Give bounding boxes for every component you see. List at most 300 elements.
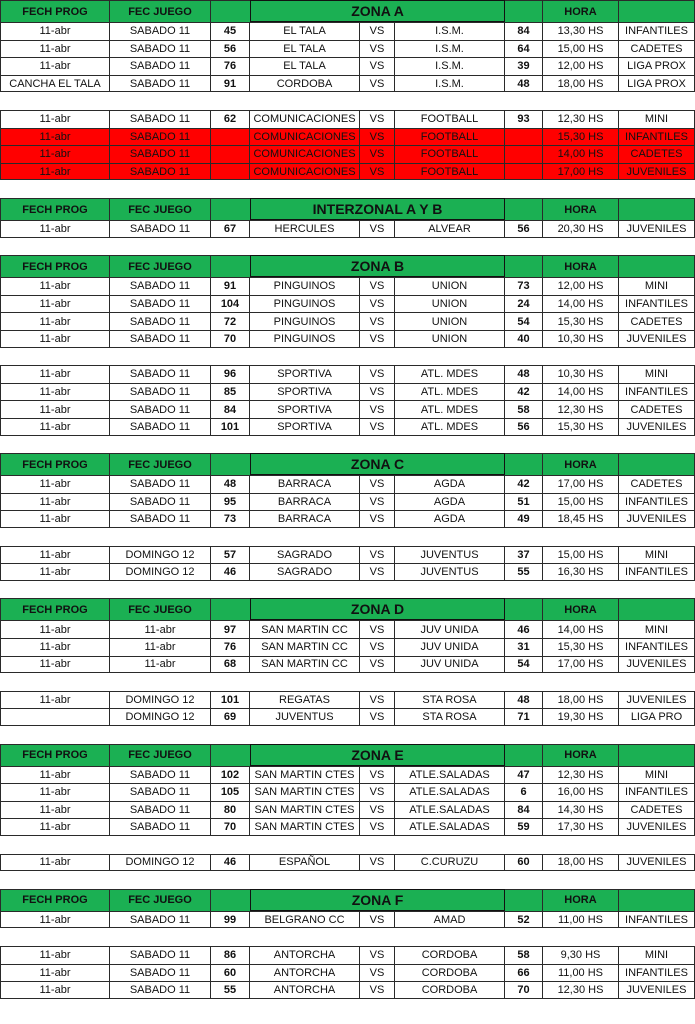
time-cell: 13,30 HS [543, 22, 619, 40]
vs-cell: VS [360, 163, 395, 181]
score-cell: 48 [505, 75, 543, 93]
time-cell: 16,30 HS [543, 563, 619, 581]
match-row [0, 128, 695, 146]
away-team-cell: ATL. MDES [395, 383, 505, 401]
category-cell: INFANTILES [619, 638, 695, 656]
category-cell: CADETES [619, 40, 695, 58]
match-number-cell: 62 [211, 110, 250, 128]
header-fec-juego: FEC JUEGO [110, 255, 211, 277]
away-team-cell: STA ROSA [395, 691, 505, 709]
score-cell: 56 [505, 418, 543, 436]
category-cell: JUVENILES [619, 981, 695, 999]
time-cell: 10,30 HS [543, 330, 619, 348]
day-cell: SABADO 11 [110, 163, 211, 181]
category-cell: MINI [619, 620, 695, 638]
score-cell: 51 [505, 493, 543, 511]
category-cell: INFANTILES [619, 964, 695, 982]
score-cell [505, 128, 543, 146]
match-row [0, 40, 695, 58]
day-cell: SABADO 11 [110, 783, 211, 801]
away-team-cell: CORDOBA [395, 946, 505, 964]
home-team-cell: JUVENTUS [250, 708, 360, 726]
day-cell: SABADO 11 [110, 57, 211, 75]
header-fech-prog: FECH PROG [0, 453, 110, 475]
time-cell: 12,00 HS [543, 57, 619, 75]
category-cell: INFANTILES [619, 383, 695, 401]
vs-cell: VS [360, 656, 395, 674]
match-number-cell: 48 [211, 475, 250, 493]
time-cell: 11,00 HS [543, 964, 619, 982]
home-team-cell: BELGRANO CC [250, 911, 360, 929]
day-cell: 11-abr [110, 638, 211, 656]
home-team-cell: COMUNICACIONES [250, 128, 360, 146]
home-team-cell: COMUNICACIONES [250, 110, 360, 128]
vs-cell: VS [360, 766, 395, 784]
vs-cell: VS [360, 510, 395, 528]
away-team-cell: AGDA [395, 493, 505, 511]
match-row [0, 981, 695, 999]
time-cell: 14,00 HS [543, 620, 619, 638]
score-cell: 52 [505, 911, 543, 929]
category-cell: JUVENILES [619, 330, 695, 348]
header-fech-prog: FECH PROG [0, 198, 110, 220]
header-hora: HORA [543, 0, 619, 22]
header-fech-prog: FECH PROG [0, 889, 110, 911]
score-cell: 42 [505, 383, 543, 401]
date-cell: 11-abr [0, 22, 110, 40]
time-cell: 17,00 HS [543, 163, 619, 181]
header-blank [211, 889, 250, 911]
score-cell: 66 [505, 964, 543, 982]
day-cell: DOMINGO 12 [110, 563, 211, 581]
away-team-cell: FOOTBALL [395, 110, 505, 128]
match-number-cell: 73 [211, 510, 250, 528]
header-fech-prog: FECH PROG [0, 255, 110, 277]
away-team-cell: JUV UNIDA [395, 638, 505, 656]
score-cell: 58 [505, 400, 543, 418]
date-cell: 11-abr [0, 312, 110, 330]
date-cell: 11-abr [0, 145, 110, 163]
date-cell: 11-abr [0, 383, 110, 401]
day-cell: DOMINGO 12 [110, 708, 211, 726]
match-number-cell: 60 [211, 964, 250, 982]
home-team-cell: EL TALA [250, 40, 360, 58]
category-cell: CADETES [619, 801, 695, 819]
home-team-cell: PINGUINOS [250, 312, 360, 330]
time-cell: 14,30 HS [543, 801, 619, 819]
match-number-cell [211, 128, 250, 146]
match-row [0, 220, 695, 238]
match-number-cell: 76 [211, 638, 250, 656]
match-row [0, 330, 695, 348]
match-number-cell: 72 [211, 312, 250, 330]
away-team-cell: AGDA [395, 510, 505, 528]
section-header-row [0, 255, 695, 277]
category-cell: JUVENILES [619, 656, 695, 674]
home-team-cell: SAGRADO [250, 563, 360, 581]
category-cell: LIGA PRO [619, 708, 695, 726]
home-team-cell: SPORTIVA [250, 418, 360, 436]
vs-cell: VS [360, 620, 395, 638]
vs-cell: VS [360, 911, 395, 929]
header-blank [211, 744, 250, 766]
date-cell: 11-abr [0, 964, 110, 982]
match-number-cell: 46 [211, 563, 250, 581]
score-cell: 84 [505, 801, 543, 819]
time-cell: 17,00 HS [543, 475, 619, 493]
category-cell: JUVENILES [619, 418, 695, 436]
time-cell: 12,30 HS [543, 400, 619, 418]
time-cell: 18,00 HS [543, 854, 619, 872]
vs-cell: VS [360, 400, 395, 418]
header-blank [619, 889, 695, 911]
score-cell: 37 [505, 546, 543, 564]
header-fec-juego: FEC JUEGO [110, 744, 211, 766]
match-row [0, 312, 695, 330]
day-cell: SABADO 11 [110, 145, 211, 163]
match-number-cell: 67 [211, 220, 250, 238]
date-cell: CANCHA EL TALA [0, 75, 110, 93]
date-cell: 11-abr [0, 57, 110, 75]
header-blank [211, 0, 250, 22]
category-cell: MINI [619, 766, 695, 784]
score-cell: 42 [505, 475, 543, 493]
date-cell: 11-abr [0, 277, 110, 295]
date-cell: 11-abr [0, 766, 110, 784]
header-blank [619, 744, 695, 766]
day-cell: SABADO 11 [110, 475, 211, 493]
match-number-cell: 99 [211, 911, 250, 929]
header-blank [505, 744, 543, 766]
home-team-cell: PINGUINOS [250, 330, 360, 348]
date-cell: 11-abr [0, 475, 110, 493]
match-row [0, 638, 695, 656]
vs-cell: VS [360, 783, 395, 801]
vs-cell: VS [360, 22, 395, 40]
home-team-cell: SAN MARTIN CTES [250, 801, 360, 819]
away-team-cell: FOOTBALL [395, 163, 505, 181]
match-row [0, 563, 695, 581]
match-number-cell: 95 [211, 493, 250, 511]
match-number-cell: 104 [211, 295, 250, 313]
day-cell: DOMINGO 12 [110, 854, 211, 872]
vs-cell: VS [360, 312, 395, 330]
match-number-cell: 69 [211, 708, 250, 726]
home-team-cell: ANTORCHA [250, 981, 360, 999]
home-team-cell: EL TALA [250, 22, 360, 40]
away-team-cell: I.S.M. [395, 22, 505, 40]
header-blank [505, 198, 543, 220]
day-cell: SABADO 11 [110, 418, 211, 436]
time-cell: 17,30 HS [543, 818, 619, 836]
home-team-cell: BARRACA [250, 510, 360, 528]
score-cell: 39 [505, 57, 543, 75]
header-fec-juego: FEC JUEGO [110, 453, 211, 475]
vs-cell: VS [360, 691, 395, 709]
match-row [0, 620, 695, 638]
header-hora: HORA [543, 198, 619, 220]
home-team-cell: SAN MARTIN CTES [250, 766, 360, 784]
header-hora: HORA [543, 744, 619, 766]
section-header-row [0, 889, 695, 911]
home-team-cell: EL TALA [250, 57, 360, 75]
time-cell: 18,00 HS [543, 75, 619, 93]
away-team-cell: STA ROSA [395, 708, 505, 726]
date-cell: 11-abr [0, 295, 110, 313]
vs-cell: VS [360, 57, 395, 75]
score-cell: 59 [505, 818, 543, 836]
vs-cell: VS [360, 40, 395, 58]
day-cell: 11-abr [110, 656, 211, 674]
header-fec-juego: FEC JUEGO [110, 889, 211, 911]
home-team-cell: COMUNICACIONES [250, 163, 360, 181]
category-cell: JUVENILES [619, 220, 695, 238]
day-cell: SABADO 11 [110, 110, 211, 128]
match-row [0, 418, 695, 436]
date-cell: 11-abr [0, 656, 110, 674]
date-cell: 11-abr [0, 854, 110, 872]
away-team-cell: JUV UNIDA [395, 620, 505, 638]
match-row [0, 854, 695, 872]
match-number-cell: 91 [211, 75, 250, 93]
match-number-cell: 68 [211, 656, 250, 674]
score-cell: 47 [505, 766, 543, 784]
match-number-cell: 55 [211, 981, 250, 999]
score-cell [505, 145, 543, 163]
time-cell: 14,00 HS [543, 295, 619, 313]
section-header-row [0, 0, 695, 22]
match-number-cell [211, 163, 250, 181]
category-cell: CADETES [619, 145, 695, 163]
header-blank [619, 453, 695, 475]
home-team-cell: PINGUINOS [250, 295, 360, 313]
date-cell: 11-abr [0, 493, 110, 511]
date-cell [0, 708, 110, 726]
match-row [0, 946, 695, 964]
day-cell: SABADO 11 [110, 220, 211, 238]
header-blank [211, 198, 250, 220]
category-cell: MINI [619, 110, 695, 128]
match-row [0, 475, 695, 493]
header-blank [505, 255, 543, 277]
time-cell: 12,30 HS [543, 981, 619, 999]
home-team-cell: BARRACA [250, 475, 360, 493]
category-cell: JUVENILES [619, 854, 695, 872]
home-team-cell: ESPAÑOL [250, 854, 360, 872]
match-number-cell: 57 [211, 546, 250, 564]
day-cell: SABADO 11 [110, 766, 211, 784]
header-blank [211, 453, 250, 475]
vs-cell: VS [360, 818, 395, 836]
score-cell: 84 [505, 22, 543, 40]
match-number-cell: 45 [211, 22, 250, 40]
category-cell: INFANTILES [619, 783, 695, 801]
home-team-cell: ANTORCHA [250, 946, 360, 964]
match-row [0, 510, 695, 528]
home-team-cell: CORDOBA [250, 75, 360, 93]
day-cell: SABADO 11 [110, 277, 211, 295]
match-row [0, 493, 695, 511]
away-team-cell: ATL. MDES [395, 365, 505, 383]
zone-title: ZONA B [250, 255, 505, 277]
category-cell: MINI [619, 277, 695, 295]
header-blank [211, 598, 250, 620]
away-team-cell: C.CURUZU [395, 854, 505, 872]
home-team-cell: PINGUINOS [250, 277, 360, 295]
home-team-cell: SAGRADO [250, 546, 360, 564]
date-cell: 11-abr [0, 163, 110, 181]
category-cell: INFANTILES [619, 911, 695, 929]
day-cell: SABADO 11 [110, 946, 211, 964]
section-header-row [0, 744, 695, 766]
time-cell: 11,00 HS [543, 911, 619, 929]
category-cell: JUVENILES [619, 818, 695, 836]
vs-cell: VS [360, 964, 395, 982]
zone-title: ZONA F [250, 889, 505, 911]
time-cell: 18,45 HS [543, 510, 619, 528]
match-row [0, 400, 695, 418]
away-team-cell: ATLE.SALADAS [395, 766, 505, 784]
date-cell: 11-abr [0, 801, 110, 819]
match-number-cell: 101 [211, 418, 250, 436]
header-blank [211, 255, 250, 277]
away-team-cell: ATLE.SALADAS [395, 783, 505, 801]
day-cell: 11-abr [110, 620, 211, 638]
away-team-cell: UNION [395, 312, 505, 330]
match-row [0, 818, 695, 836]
match-row [0, 911, 695, 929]
header-blank [505, 453, 543, 475]
match-row [0, 656, 695, 674]
section-header-row [0, 453, 695, 475]
vs-cell: VS [360, 330, 395, 348]
day-cell: SABADO 11 [110, 295, 211, 313]
match-row [0, 163, 695, 181]
vs-cell: VS [360, 493, 395, 511]
time-cell: 16,00 HS [543, 783, 619, 801]
home-team-cell: HERCULES [250, 220, 360, 238]
score-cell: 40 [505, 330, 543, 348]
match-row [0, 546, 695, 564]
category-cell: CADETES [619, 400, 695, 418]
day-cell: SABADO 11 [110, 964, 211, 982]
match-number-cell [211, 145, 250, 163]
away-team-cell: UNION [395, 330, 505, 348]
away-team-cell: I.S.M. [395, 57, 505, 75]
day-cell: SABADO 11 [110, 383, 211, 401]
match-number-cell: 70 [211, 818, 250, 836]
home-team-cell: SPORTIVA [250, 365, 360, 383]
home-team-cell: REGATAS [250, 691, 360, 709]
vs-cell: VS [360, 546, 395, 564]
match-row [0, 783, 695, 801]
header-hora: HORA [543, 598, 619, 620]
header-fech-prog: FECH PROG [0, 0, 110, 22]
category-cell: MINI [619, 365, 695, 383]
time-cell: 15,30 HS [543, 418, 619, 436]
day-cell: SABADO 11 [110, 312, 211, 330]
time-cell: 12,00 HS [543, 277, 619, 295]
time-cell: 15,30 HS [543, 638, 619, 656]
header-hora: HORA [543, 255, 619, 277]
date-cell: 11-abr [0, 330, 110, 348]
match-row [0, 277, 695, 295]
category-cell: JUVENILES [619, 691, 695, 709]
score-cell: 64 [505, 40, 543, 58]
header-hora: HORA [543, 889, 619, 911]
home-team-cell: SAN MARTIN CTES [250, 783, 360, 801]
category-cell: MINI [619, 546, 695, 564]
match-row [0, 801, 695, 819]
vs-cell: VS [360, 854, 395, 872]
header-fech-prog: FECH PROG [0, 598, 110, 620]
match-number-cell: 101 [211, 691, 250, 709]
time-cell: 15,30 HS [543, 312, 619, 330]
score-cell: 71 [505, 708, 543, 726]
match-number-cell: 105 [211, 783, 250, 801]
vs-cell: VS [360, 981, 395, 999]
score-cell: 6 [505, 783, 543, 801]
header-blank [619, 598, 695, 620]
category-cell: JUVENILES [619, 163, 695, 181]
zone-title: ZONA A [250, 0, 505, 22]
day-cell: DOMINGO 12 [110, 691, 211, 709]
away-team-cell: CORDOBA [395, 981, 505, 999]
score-cell: 55 [505, 563, 543, 581]
vs-cell: VS [360, 708, 395, 726]
home-team-cell: SAN MARTIN CC [250, 656, 360, 674]
match-number-cell: 102 [211, 766, 250, 784]
away-team-cell: CORDOBA [395, 964, 505, 982]
day-cell: SABADO 11 [110, 911, 211, 929]
date-cell: 11-abr [0, 546, 110, 564]
score-cell: 93 [505, 110, 543, 128]
date-cell: 11-abr [0, 783, 110, 801]
date-cell: 11-abr [0, 220, 110, 238]
time-cell: 12,30 HS [543, 110, 619, 128]
day-cell: SABADO 11 [110, 801, 211, 819]
category-cell: CADETES [619, 475, 695, 493]
score-cell: 54 [505, 312, 543, 330]
category-cell: INFANTILES [619, 563, 695, 581]
category-cell: INFANTILES [619, 493, 695, 511]
time-cell: 15,00 HS [543, 40, 619, 58]
date-cell: 11-abr [0, 946, 110, 964]
day-cell: SABADO 11 [110, 510, 211, 528]
away-team-cell: FOOTBALL [395, 145, 505, 163]
date-cell: 11-abr [0, 400, 110, 418]
vs-cell: VS [360, 128, 395, 146]
match-row [0, 766, 695, 784]
date-cell: 11-abr [0, 128, 110, 146]
away-team-cell: FOOTBALL [395, 128, 505, 146]
vs-cell: VS [360, 145, 395, 163]
home-team-cell: SPORTIVA [250, 400, 360, 418]
score-cell: 49 [505, 510, 543, 528]
score-cell: 60 [505, 854, 543, 872]
header-blank [619, 0, 695, 22]
time-cell: 14,00 HS [543, 145, 619, 163]
away-team-cell: JUVENTUS [395, 563, 505, 581]
score-cell: 70 [505, 981, 543, 999]
score-cell: 48 [505, 691, 543, 709]
date-cell: 11-abr [0, 691, 110, 709]
time-cell: 18,00 HS [543, 691, 619, 709]
date-cell: 11-abr [0, 510, 110, 528]
match-row [0, 691, 695, 709]
match-number-cell: 84 [211, 400, 250, 418]
home-team-cell: SAN MARTIN CC [250, 638, 360, 656]
